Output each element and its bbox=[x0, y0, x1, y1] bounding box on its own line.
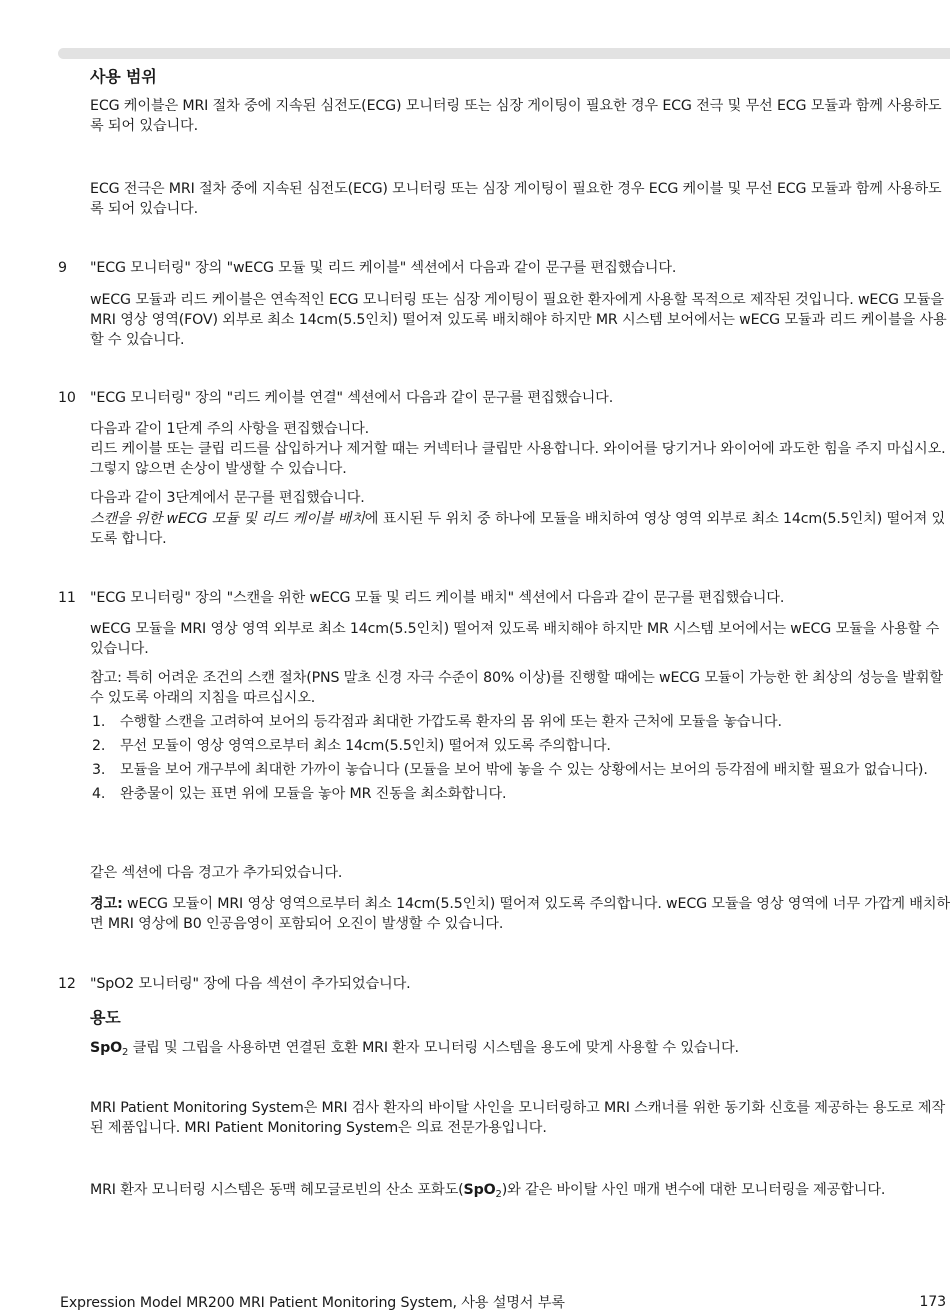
page-number: 173 bbox=[919, 1294, 946, 1310]
list-item: 3. 모듈을 보어 개구부에 최대한 가까이 놓습니다 (모듈을 보어 밖에 놓을 수 있는 상황에서는 보어의 등각점에 배치할 필요가 없습니다). bbox=[92, 762, 928, 778]
item-12-paragraph-3: MRI 환자 모니터링 시스템은 동맥 헤모글로빈의 산소 포화도(SpO$_2$)와 같은 바이탈 사인 매개 변수에 대한 모니터링을 제공합니다. bbox=[90, 1182, 886, 1200]
warning-text: wECG 모듈이 MRI 영상 영역으로부터 최소 14cm(5.5인치) 떨어져 있도록 주의합니다. wECG 모듈을 영상 영역에 너무 가깝게 배치하면 MRI 영상에 B0 인공음영이 포함되어 오진이 발생할 수 있습니다. bbox=[90, 896, 950, 932]
list-item: 2. 무선 모듈이 영상 영역으로부터 최소 14cm(5.5인치) 떨어져 있도록 주의합니다. bbox=[92, 738, 611, 754]
item-10-heading-text: "ECG 모니터링" 장의 "리드 케이블 연결" 섹션에서 다음과 같이 문구를 편집했습니다. bbox=[90, 390, 614, 406]
list-item: 4. 완충물이 있는 표면 위에 모듈을 놓아 MR 진동을 최소화합니다. bbox=[92, 786, 507, 802]
header-bar bbox=[58, 48, 950, 59]
item-10-step3-intro: 다음과 같이 3단계에서 문구를 편집했습니다. bbox=[90, 490, 365, 506]
item-10-step3-body bbox=[90, 509, 950, 549]
item-12-heading-text: "SpO2 모니터링" 장에 다음 섹션이 추가되었습니다. bbox=[90, 976, 411, 992]
scope-paragraph-1: ECG 케이블은 MRI 절차 중에 지속된 심전도(ECG) 모니터링 또는 심장 게이팅이 필요한 경우 ECG 전극 및 무선 ECG 모듈과 함께 사용하도록 되어 있습니다. bbox=[90, 98, 942, 134]
footer-title: Expression Model MR200 MRI Patient Monitoring System, 사용 설명서 부록 bbox=[60, 1295, 565, 1311]
item-11-number: 11 bbox=[58, 590, 76, 606]
scope-paragraph-2: ECG 전극은 MRI 절차 중에 지속된 심전도(ECG) 모니터링 또는 심장 게이팅이 필요한 경우 ECG 케이블 및 무선 ECG 모듈과 함께 사용하도록 되어 있습니다. bbox=[90, 181, 942, 217]
item-10-step1-intro: 다음과 같이 1단계 주의 사항을 편집했습니다. bbox=[90, 421, 370, 437]
item-11-heading bbox=[58, 588, 950, 608]
item-11-warning bbox=[90, 894, 950, 934]
item-11-note: 참고: 특히 어려운 조건의 스캔 절차(PNS 말초 신경 자극 수준이 80% 이상)를 진행할 때에는 wECG 모듈이 가능한 한 최상의 성능을 발휘할 수 있도록 아래의 지침을 따르십시오. bbox=[90, 670, 943, 706]
item-10-heading bbox=[58, 388, 950, 408]
item-10-step3-rest: 에 표시된 두 위치 중 하나에 모듈을 배치하여 영상 영역 외부로 최소 14cm(5.5인치) 떨어져 있도록 합니다. bbox=[90, 511, 946, 547]
item-12-paragraph-1: SpO$_2$ 클립 및 그립을 사용하면 연결된 호환 MRI 환자 모니터링 시스템을 용도에 맞게 사용할 수 있습니다. bbox=[90, 1040, 739, 1058]
item-9-heading bbox=[58, 258, 950, 278]
item-12-subheading: 용도 bbox=[90, 1008, 121, 1027]
item-10-step3-reference: 스캔을 위한 wECG 모듈 및 리드 케이블 배치 bbox=[90, 511, 365, 527]
item-10-number: 10 bbox=[58, 390, 76, 406]
item-10-step1-body: 리드 케이블 또는 클립 리드를 삽입하거나 제거할 때는 커넥터나 클립만 사용합니다. 와이어를 당기거나 와이어에 과도한 힘을 주지 마십시오. 그렇지 않으면 손상이 발생할 수 있습니다. bbox=[90, 441, 946, 477]
item-12-paragraph-2: MRI Patient Monitoring System은 MRI 검사 환자의 바이탈 사인을 모니터링하고 MRI 스캐너를 위한 동기화 신호를 제공하는 용도로 제작된 제품입니다. MRI Patient Monitoring System은 의료 전문가용입니다. bbox=[90, 1100, 945, 1136]
scope-heading: 사용 범위 bbox=[90, 67, 157, 86]
item-11-guideline-list bbox=[90, 712, 950, 804]
warning-label: 경고: bbox=[90, 896, 123, 912]
item-12-number: 12 bbox=[58, 976, 76, 992]
item-12-heading bbox=[58, 974, 950, 994]
item-11-paragraph: wECG 모듈을 MRI 영상 영역 외부로 최소 14cm(5.5인치) 떨어져 있도록 배치해야 하지만 MR 시스템 보어에서는 wECG 모듈을 사용할 수 있습니다. bbox=[90, 621, 940, 657]
list-item: 1. 수행할 스캔을 고려하여 보어의 등각점과 최대한 가깝도록 환자의 몸 위에 또는 환자 근처에 모듈을 놓습니다. bbox=[92, 714, 782, 730]
item-11-heading-text: "ECG 모니터링" 장의 "스캔을 위한 wECG 모듈 및 리드 케이블 배치" 섹션에서 다음과 같이 문구를 편집했습니다. bbox=[90, 590, 785, 606]
item-11-added-intro: 같은 섹션에 다음 경고가 추가되었습니다. bbox=[90, 865, 343, 881]
item-9-paragraph: wECG 모듈과 리드 케이블은 연속적인 ECG 모니터링 또는 심장 게이팅이 필요한 환자에게 사용할 목적으로 제작된 것입니다. wECG 모듈을 MRI 영상 영역(FOV) 외부로 최소 14cm(5.5인치) 떨어져 있도록 배치해야 하지만 MR 시스템 보어에서는 wECG 모듈과 리드 케이블을 사용할 수 있습니다. bbox=[90, 292, 947, 348]
item-9-number: 9 bbox=[58, 260, 67, 276]
item-9-heading-text: "ECG 모니터링" 장의 "wECG 모듈 및 리드 케이블" 섹션에서 다음과 같이 문구를 편집했습니다. bbox=[90, 260, 677, 276]
